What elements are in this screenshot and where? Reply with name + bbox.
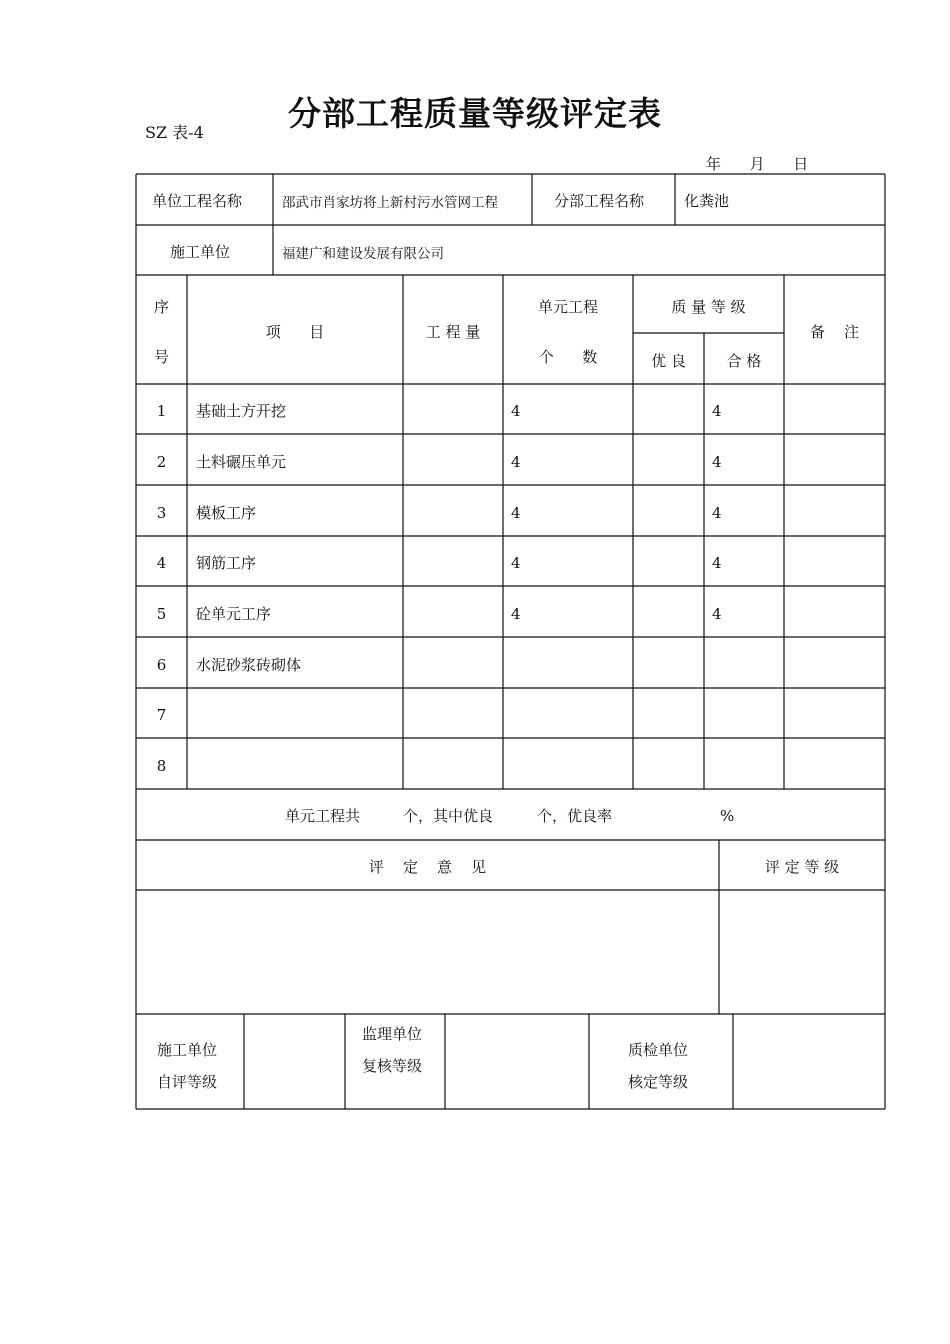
row-qualified: 4	[712, 402, 722, 420]
footer-contractor-1: 施工单位	[157, 1041, 218, 1059]
row-no: 1	[156, 402, 167, 420]
row-item: 水泥砂浆砖砌体	[196, 656, 302, 674]
row-item: 模板工序	[196, 504, 257, 522]
summary-part2: 个，其中优良	[403, 807, 494, 825]
row-qualified: 4	[712, 605, 722, 623]
grade-label: 评 定 等 级	[764, 858, 840, 876]
col-qualified: 合 格	[726, 352, 762, 370]
footer-supervisor-2: 复核等级	[362, 1057, 423, 1075]
row-item: 砼单元工序	[196, 605, 272, 623]
footer-inspector-2: 核定等级	[628, 1073, 689, 1091]
row-item: 土料碾压单元	[196, 453, 287, 471]
row-no: 6	[156, 656, 167, 674]
summary-part3: 个，优良率	[537, 807, 613, 825]
col-seq-1: 序	[154, 298, 170, 316]
row-qualified: 4	[712, 453, 722, 471]
col-quantity: 工 程 量	[425, 323, 481, 341]
col-excellent: 优 良	[651, 352, 686, 370]
row-no: 2	[156, 453, 167, 471]
row-no: 5	[156, 605, 167, 623]
sub-project-value: 化粪池	[684, 192, 730, 210]
row-qualified: 4	[712, 554, 722, 572]
row-item: 钢筋工序	[196, 554, 257, 572]
summary-part1: 单元工程共	[285, 807, 361, 825]
col-unit-count-1: 单元工程	[537, 298, 598, 316]
footer-supervisor-1: 监理单位	[362, 1025, 423, 1043]
col-item: 项 目	[265, 323, 325, 341]
col-unit-count-2: 个 数	[538, 348, 598, 366]
col-remark: 备 注	[809, 323, 860, 341]
footer-inspector-1: 质检单位	[628, 1041, 689, 1059]
sub-project-label: 分部工程名称	[554, 192, 645, 210]
row-count: 4	[511, 402, 521, 420]
date-line: 年 月 日	[706, 155, 809, 173]
row-no: 4	[156, 554, 167, 572]
row-count: 4	[511, 554, 521, 572]
col-quality-grade: 质 量 等 级	[671, 298, 746, 316]
footer-contractor-2: 自评等级	[157, 1073, 218, 1091]
unit-project-value: 邵武市肖家坊将上新村污水管网工程	[282, 195, 498, 211]
contractor-value: 福建广和建设发展有限公司	[282, 246, 444, 262]
form-code: SZ 表-4	[145, 123, 204, 142]
summary-percent: %	[720, 807, 735, 825]
row-no: 7	[156, 706, 167, 724]
opinion-label: 评 定 意 见	[368, 858, 487, 876]
page-title: 分部工程质量等级评定表	[288, 94, 662, 133]
row-no: 8	[156, 757, 167, 775]
row-qualified: 4	[712, 504, 722, 522]
row-count: 4	[511, 605, 521, 623]
contractor-label: 施工单位	[170, 243, 231, 261]
col-seq-2: 号	[154, 348, 170, 366]
row-no: 3	[156, 504, 167, 522]
row-item: 基础土方开挖	[196, 402, 287, 420]
row-count: 4	[511, 504, 521, 522]
unit-project-label: 单位工程名称	[152, 192, 243, 210]
row-count: 4	[511, 453, 521, 471]
